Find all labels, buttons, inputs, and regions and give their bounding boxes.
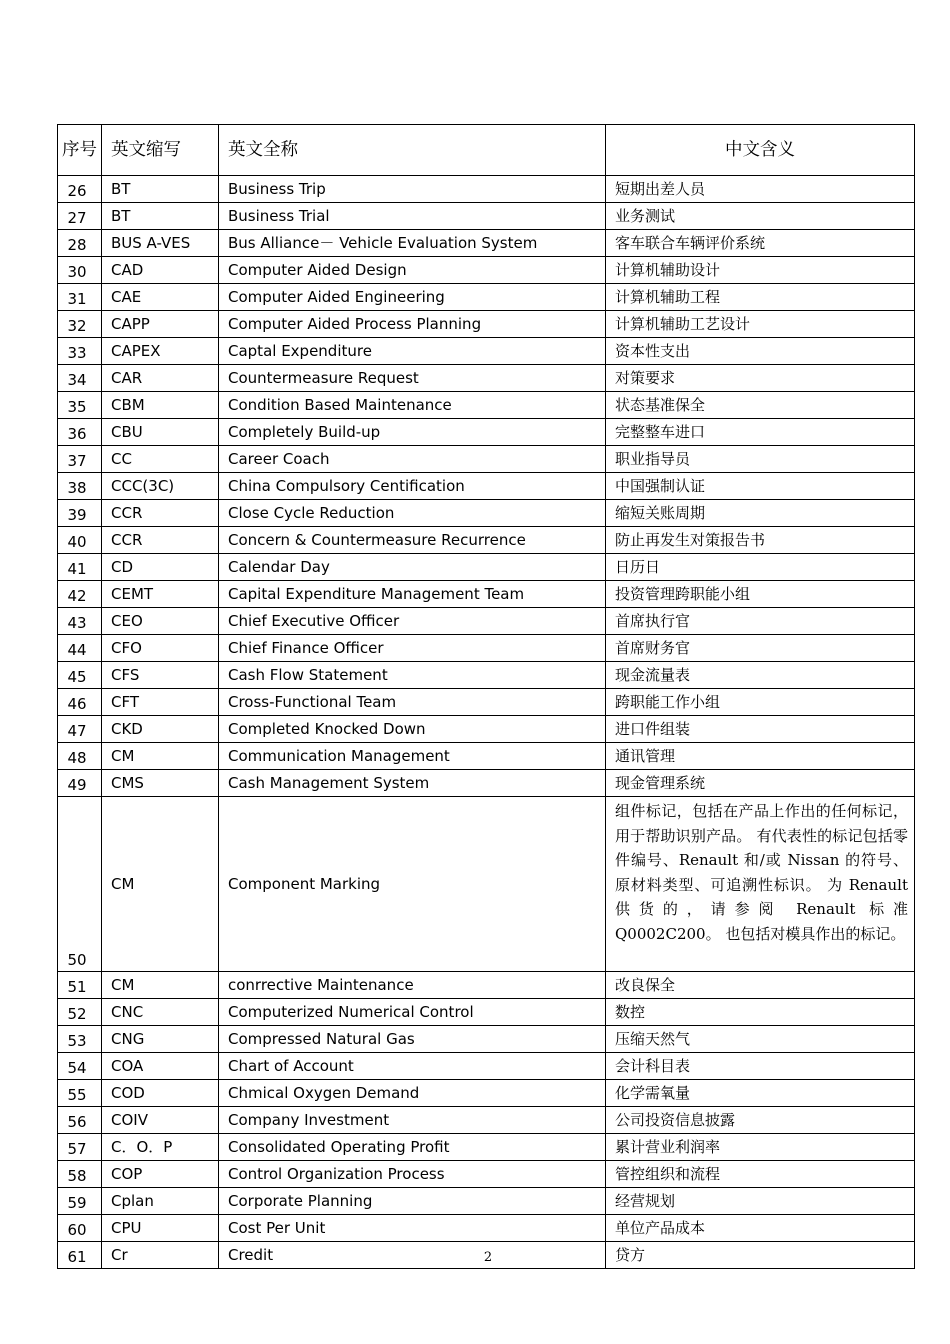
- table-row: [58, 1188, 915, 1215]
- row-index: 57: [58, 1134, 102, 1161]
- row-abbreviation: CAD: [102, 257, 219, 284]
- table-row: [58, 1080, 915, 1107]
- row-index: 26: [58, 176, 102, 203]
- row-index: 53: [58, 1026, 102, 1053]
- row-abbreviation: CC: [102, 446, 219, 473]
- row-chinese-meaning: 首席财务官: [606, 635, 915, 662]
- row-chinese-meaning: 现金流量表: [606, 662, 915, 689]
- row-abbreviation: COA: [102, 1053, 219, 1080]
- row-chinese-meaning: 经营规划: [606, 1188, 915, 1215]
- table-row: [58, 635, 915, 662]
- table-row: [58, 972, 915, 999]
- page-number: 2: [483, 1250, 493, 1265]
- row-full-name: Concern & Countermeasure Recurrence: [219, 527, 606, 554]
- row-abbreviation: COIV: [102, 1107, 219, 1134]
- glossary-rows: [58, 176, 915, 1269]
- table-row: [58, 446, 915, 473]
- row-abbreviation: BT: [102, 176, 219, 203]
- row-full-name: Computerized Numerical Control: [219, 999, 606, 1026]
- row-full-name: Business Trip: [219, 176, 606, 203]
- table-row: [58, 338, 915, 365]
- table-row: [58, 797, 915, 972]
- row-abbreviation: COD: [102, 1080, 219, 1107]
- row-abbreviation: CNG: [102, 1026, 219, 1053]
- table-row: [58, 311, 915, 338]
- row-chinese-meaning: 管控组织和流程: [606, 1161, 915, 1188]
- row-abbreviation: CD: [102, 554, 219, 581]
- row-index: 52: [58, 999, 102, 1026]
- row-abbreviation: BUS A-VES: [102, 230, 219, 257]
- header-abbreviation: 英文缩写: [102, 125, 219, 176]
- table-row: [58, 257, 915, 284]
- row-index: 33: [58, 338, 102, 365]
- row-full-name: Close Cycle Reduction: [219, 500, 606, 527]
- row-abbreviation: CFO: [102, 635, 219, 662]
- table-row: [58, 716, 915, 743]
- row-index: 59: [58, 1188, 102, 1215]
- row-index: 39: [58, 500, 102, 527]
- row-full-name: Condition Based Maintenance: [219, 392, 606, 419]
- row-full-name: Calendar Day: [219, 554, 606, 581]
- row-chinese-meaning: 跨职能工作小组: [606, 689, 915, 716]
- row-full-name: Corporate Planning: [219, 1188, 606, 1215]
- row-chinese-meaning: 完整整车进口: [606, 419, 915, 446]
- row-abbreviation: CMS: [102, 770, 219, 797]
- row-chinese-meaning: 防止再发生对策报告书: [606, 527, 915, 554]
- header-index: 序号: [58, 125, 102, 176]
- table-row: [58, 1026, 915, 1053]
- table-row: [58, 392, 915, 419]
- row-chinese-meaning: 单位产品成本: [606, 1215, 915, 1242]
- table-row: [58, 1161, 915, 1188]
- row-chinese-meaning: 业务测试: [606, 203, 915, 230]
- row-chinese-meaning: 改良保全: [606, 972, 915, 999]
- row-chinese-meaning: 化学需氧量: [606, 1080, 915, 1107]
- row-index: 44: [58, 635, 102, 662]
- row-full-name: conrrective Maintenance: [219, 972, 606, 999]
- row-index: 48: [58, 743, 102, 770]
- table-row: [58, 770, 915, 797]
- row-chinese-meaning: 日历日: [606, 554, 915, 581]
- row-index: 38: [58, 473, 102, 500]
- row-chinese-meaning: 客车联合车辆评价系统: [606, 230, 915, 257]
- table-row: [58, 999, 915, 1026]
- table-row: [58, 581, 915, 608]
- table-row: [58, 176, 915, 203]
- row-abbreviation: CM: [102, 797, 219, 972]
- table-row: [58, 419, 915, 446]
- row-full-name: Chief Finance Officer: [219, 635, 606, 662]
- row-chinese-meaning: 计算机辅助设计: [606, 257, 915, 284]
- row-abbreviation: CBU: [102, 419, 219, 446]
- row-index: 49: [58, 770, 102, 797]
- row-index: 61: [58, 1242, 102, 1269]
- header-full-name: 英文全称: [219, 125, 606, 176]
- row-abbreviation: COP: [102, 1161, 219, 1188]
- row-index: 51: [58, 972, 102, 999]
- row-full-name: Computer Aided Process Planning: [219, 311, 606, 338]
- table-row: [58, 608, 915, 635]
- row-index: 46: [58, 689, 102, 716]
- row-full-name: Business Trial: [219, 203, 606, 230]
- table-row: [58, 500, 915, 527]
- row-abbreviation: CCR: [102, 500, 219, 527]
- row-chinese-meaning: 现金管理系统: [606, 770, 915, 797]
- table-row: [58, 230, 915, 257]
- row-abbreviation: CAE: [102, 284, 219, 311]
- row-chinese-meaning: 状态基准保全: [606, 392, 915, 419]
- table-header-row: [58, 125, 915, 176]
- row-full-name: Compressed Natural Gas: [219, 1026, 606, 1053]
- row-abbreviation: CBM: [102, 392, 219, 419]
- table-row: [58, 473, 915, 500]
- row-index: 34: [58, 365, 102, 392]
- row-abbreviation: CAPEX: [102, 338, 219, 365]
- row-abbreviation: CPU: [102, 1215, 219, 1242]
- row-index: 60: [58, 1215, 102, 1242]
- row-abbreviation: CFS: [102, 662, 219, 689]
- row-abbreviation: CNC: [102, 999, 219, 1026]
- row-full-name: Cash Flow Statement: [219, 662, 606, 689]
- row-full-name: Captal Expenditure: [219, 338, 606, 365]
- row-abbreviation: CEMT: [102, 581, 219, 608]
- row-full-name: Countermeasure Request: [219, 365, 606, 392]
- row-full-name: Cash Management System: [219, 770, 606, 797]
- row-full-name: Communication Management: [219, 743, 606, 770]
- row-chinese-meaning: 会计科目表: [606, 1053, 915, 1080]
- table-row: [58, 284, 915, 311]
- row-abbreviation: CAR: [102, 365, 219, 392]
- row-index: 31: [58, 284, 102, 311]
- row-index: 27: [58, 203, 102, 230]
- row-chinese-meaning: 计算机辅助工艺设计: [606, 311, 915, 338]
- row-full-name: Cost Per Unit: [219, 1215, 606, 1242]
- table-row: [58, 743, 915, 770]
- table-row: [58, 1215, 915, 1242]
- row-full-name: Bus Alliance－ Vehicle Evaluation System: [219, 230, 606, 257]
- row-chinese-meaning: 贷方: [606, 1242, 915, 1269]
- row-index: 28: [58, 230, 102, 257]
- table-row: [58, 662, 915, 689]
- table-row: [58, 1107, 915, 1134]
- row-chinese-meaning: 数控: [606, 999, 915, 1026]
- row-full-name: Credit: [219, 1242, 606, 1269]
- row-chinese-meaning: 累计营业利润率: [606, 1134, 915, 1161]
- table-row: [58, 554, 915, 581]
- row-full-name: Cross-Functional Team: [219, 689, 606, 716]
- row-abbreviation: Cr: [102, 1242, 219, 1269]
- row-chinese-meaning: 缩短关账周期: [606, 500, 915, 527]
- row-abbreviation: CCC(3C): [102, 473, 219, 500]
- row-index: 32: [58, 311, 102, 338]
- row-full-name: Chief Executive Officer: [219, 608, 606, 635]
- header-chinese-meaning: 中文含义: [606, 125, 915, 176]
- row-abbreviation: CCR: [102, 527, 219, 554]
- row-full-name: Company Investment: [219, 1107, 606, 1134]
- row-full-name: Computer Aided Design: [219, 257, 606, 284]
- row-index: 37: [58, 446, 102, 473]
- glossary-table: [57, 124, 915, 1269]
- row-full-name: Chart of Account: [219, 1053, 606, 1080]
- row-abbreviation: CAPP: [102, 311, 219, 338]
- row-index: 40: [58, 527, 102, 554]
- table-row: [58, 203, 915, 230]
- row-index: 58: [58, 1161, 102, 1188]
- row-full-name: Control Organization Process: [219, 1161, 606, 1188]
- row-full-name: Computer Aided Engineering: [219, 284, 606, 311]
- table-row: [58, 1053, 915, 1080]
- row-chinese-meaning: 公司投资信息披露: [606, 1107, 915, 1134]
- row-index: 41: [58, 554, 102, 581]
- row-chinese-meaning: 投资管理跨职能小组: [606, 581, 915, 608]
- table-row: [58, 365, 915, 392]
- row-index: 35: [58, 392, 102, 419]
- row-index: 30: [58, 257, 102, 284]
- row-chinese-meaning: 首席执行官: [606, 608, 915, 635]
- row-index: 43: [58, 608, 102, 635]
- row-index: 50: [58, 797, 102, 972]
- row-full-name: Career Coach: [219, 446, 606, 473]
- row-chinese-meaning: 计算机辅助工程: [606, 284, 915, 311]
- row-full-name: Consolidated Operating Profit: [219, 1134, 606, 1161]
- row-full-name: Chmical Oxygen Demand: [219, 1080, 606, 1107]
- row-abbreviation: C．O．P: [102, 1134, 219, 1161]
- row-abbreviation: CM: [102, 743, 219, 770]
- row-full-name: China Compulsory Centification: [219, 473, 606, 500]
- row-abbreviation: BT: [102, 203, 219, 230]
- row-chinese-meaning: 通讯管理: [606, 743, 915, 770]
- table-row: [58, 689, 915, 716]
- row-chinese-meaning: 对策要求: [606, 365, 915, 392]
- row-chinese-meaning: 压缩天然气: [606, 1026, 915, 1053]
- table-row: [58, 1134, 915, 1161]
- row-chinese-meaning: 职业指导员: [606, 446, 915, 473]
- row-full-name: Completed Knocked Down: [219, 716, 606, 743]
- row-chinese-meaning: 进口件组装: [606, 716, 915, 743]
- row-abbreviation: CFT: [102, 689, 219, 716]
- row-full-name: Capital Expenditure Management Team: [219, 581, 606, 608]
- table-row: [58, 527, 915, 554]
- row-full-name: Completely Build-up: [219, 419, 606, 446]
- row-chinese-meaning: 中国强制认证: [606, 473, 915, 500]
- row-index: 54: [58, 1053, 102, 1080]
- row-abbreviation: CEO: [102, 608, 219, 635]
- row-index: 56: [58, 1107, 102, 1134]
- row-abbreviation: CKD: [102, 716, 219, 743]
- row-chinese-meaning: 短期出差人员: [606, 176, 915, 203]
- row-abbreviation: CM: [102, 972, 219, 999]
- row-chinese-meaning: 资本性支出: [606, 338, 915, 365]
- row-full-name: Component Marking: [219, 797, 606, 972]
- row-index: 55: [58, 1080, 102, 1107]
- row-abbreviation: Cplan: [102, 1188, 219, 1215]
- row-index: 36: [58, 419, 102, 446]
- row-index: 45: [58, 662, 102, 689]
- row-chinese-meaning: 组件标记，包括在产品上作出的任何标记，用于帮助识别产品。 有代表性的标记包括零件编号、Renault 和/或 Nissan 的符号、原材料类型、可追溯性标识。 为 Renault 供货的，请参阅 Renault 标准 Q0002C200。 也包括对模具作出的标记。: [606, 797, 915, 972]
- row-index: 42: [58, 581, 102, 608]
- row-index: 47: [58, 716, 102, 743]
